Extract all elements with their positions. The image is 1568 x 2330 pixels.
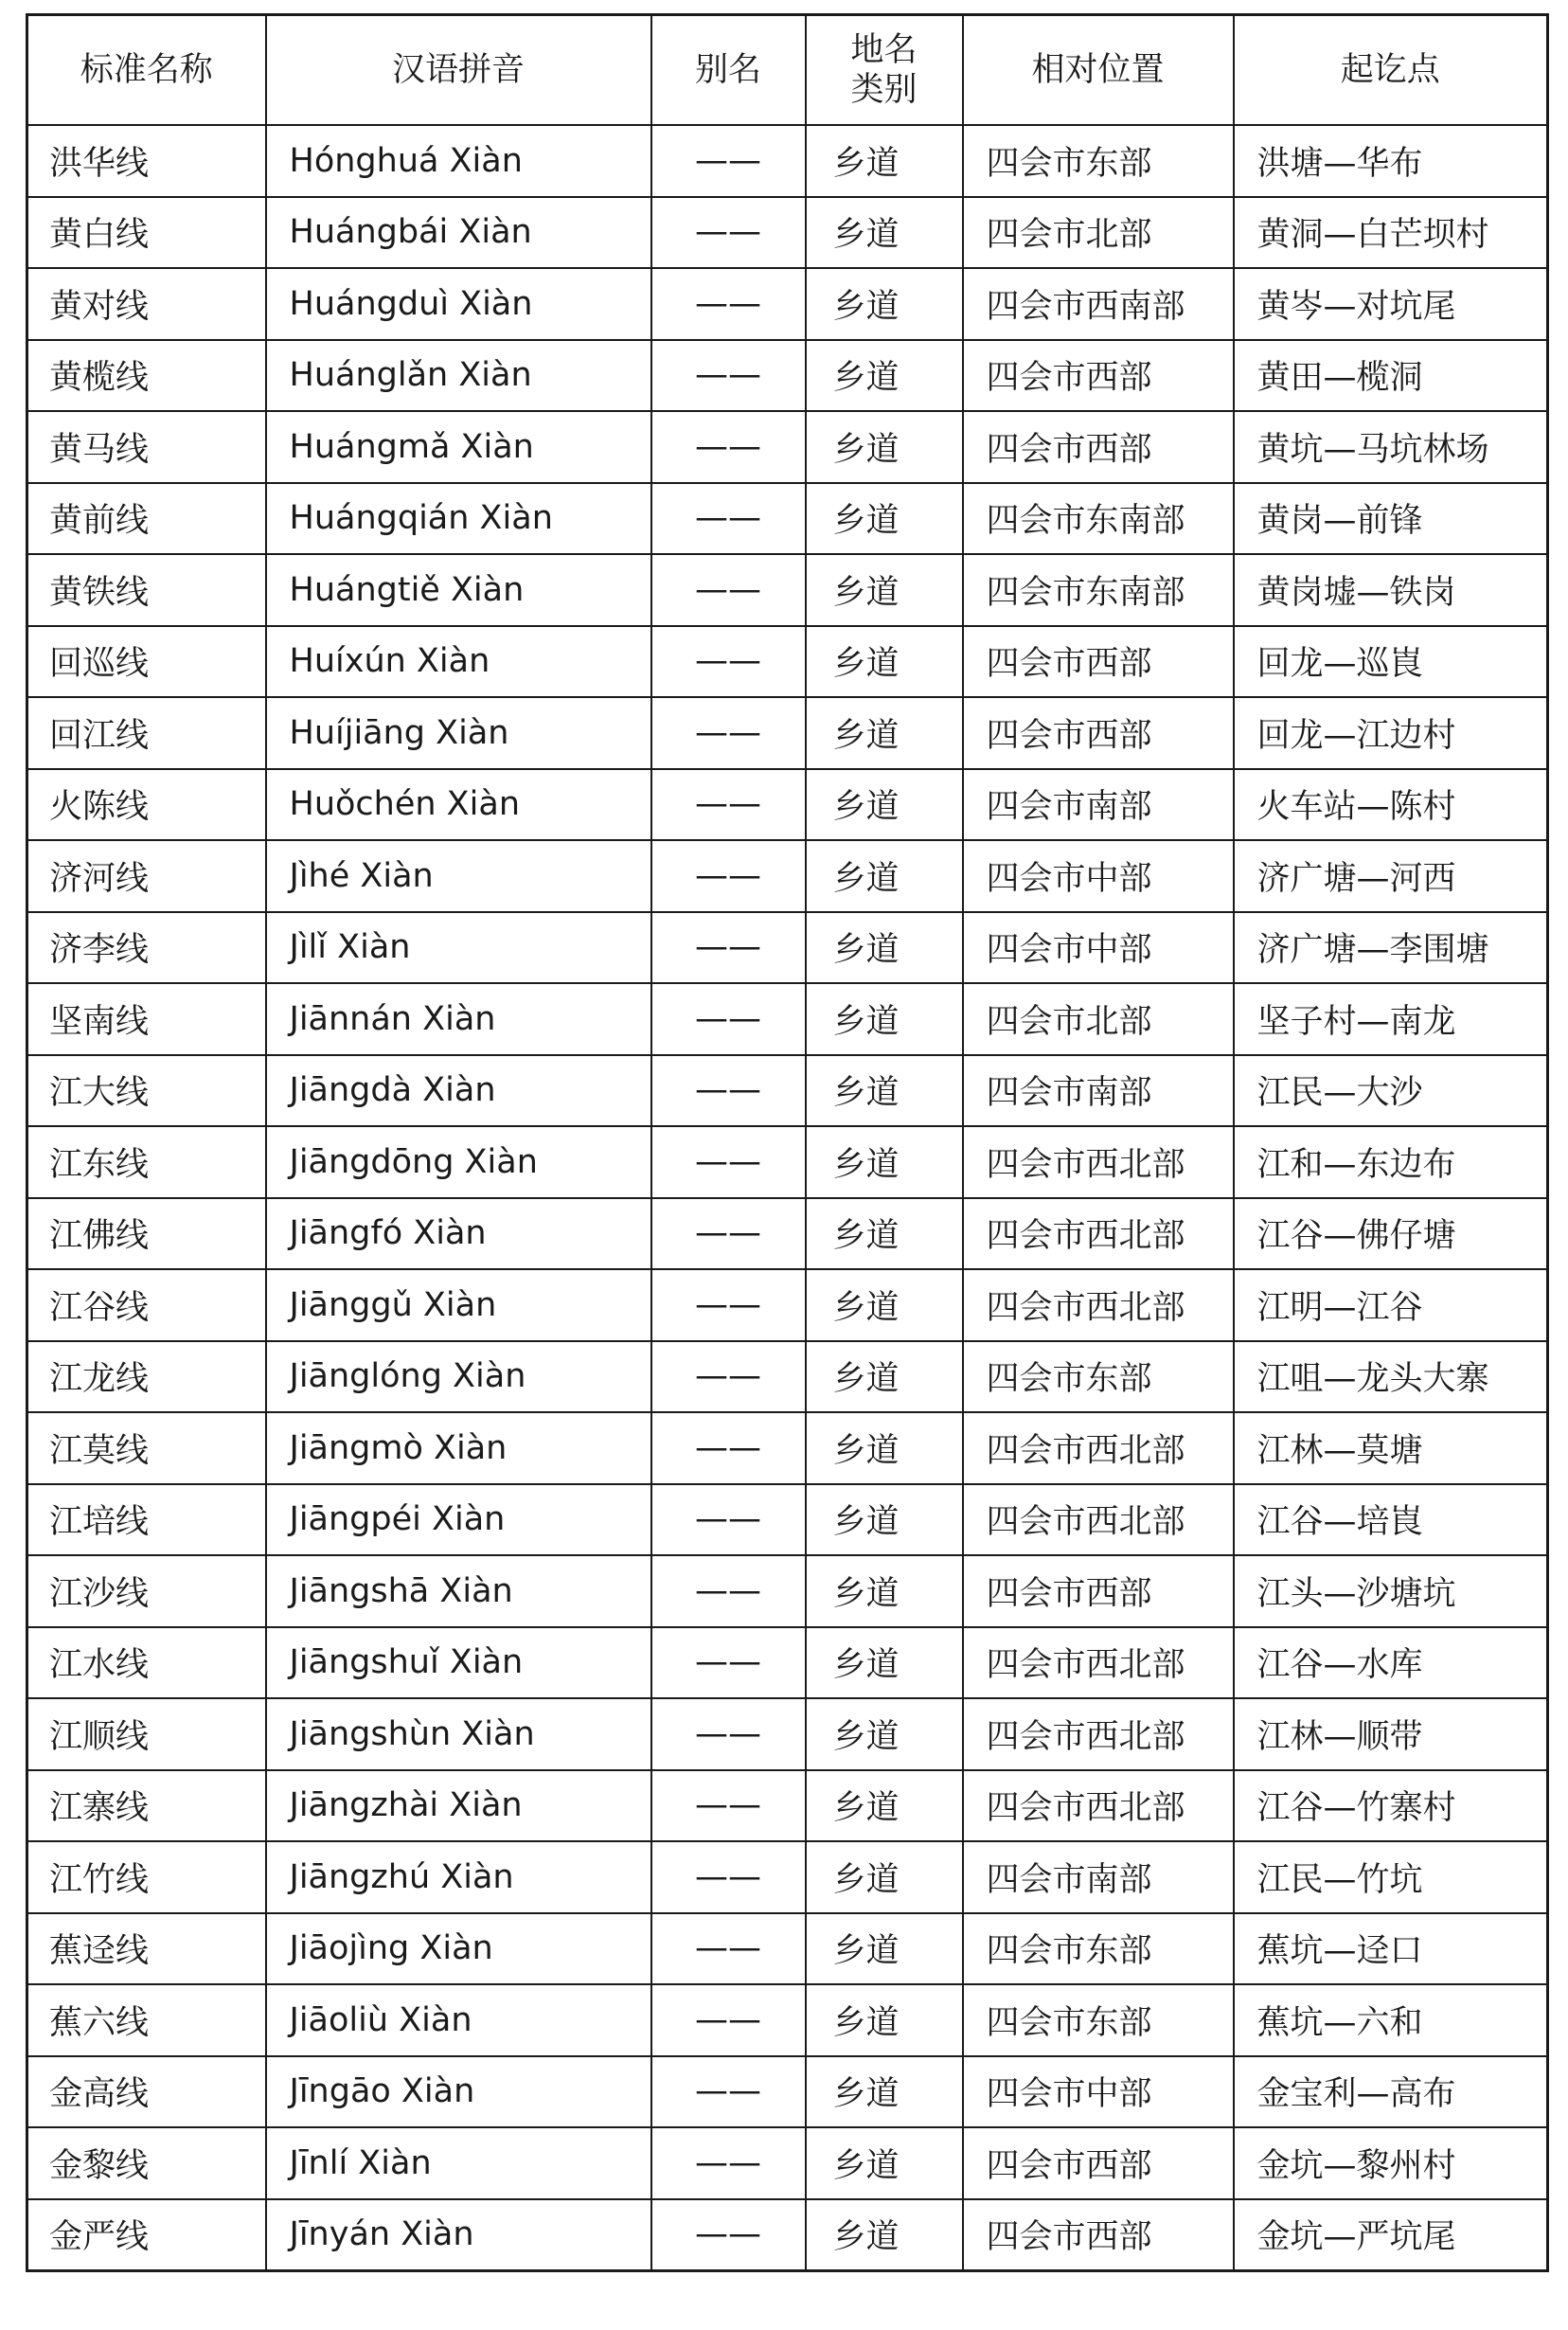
cell-standard-name: 黄对线	[27, 268, 266, 340]
header-category-line1: 地名	[850, 31, 918, 69]
cell-alias: ——	[651, 1841, 806, 1913]
cell-category: 乡道	[806, 411, 963, 483]
cell-endpoints: 蕉坑—迳口	[1234, 1913, 1548, 1985]
cell-standard-name: 洪华线	[27, 125, 266, 197]
cell-relative-position: 四会市西北部	[963, 1269, 1234, 1341]
table-row	[27, 769, 1548, 841]
cell-alias: ——	[651, 2199, 806, 2271]
cell-relative-position: 四会市西部	[963, 626, 1234, 698]
cell-pinyin: Jiāngdà Xiàn	[266, 1055, 651, 1127]
cell-relative-position: 四会市中部	[963, 840, 1234, 912]
cell-category: 乡道	[806, 912, 963, 984]
cell-category: 乡道	[806, 1055, 963, 1127]
cell-endpoints: 江谷—水库	[1234, 1627, 1548, 1699]
cell-standard-name: 金严线	[27, 2199, 266, 2271]
cell-pinyin: Jiāngmò Xiàn	[266, 1412, 651, 1484]
cell-pinyin: Jiānggǔ Xiàn	[266, 1269, 651, 1341]
cell-category: 乡道	[806, 1770, 963, 1842]
cell-endpoints: 金坑—严坑尾	[1234, 2199, 1548, 2271]
cell-alias: ——	[651, 983, 806, 1055]
cell-relative-position: 四会市中部	[963, 2056, 1234, 2128]
cell-endpoints: 江谷—竹寨村	[1234, 1770, 1548, 1842]
cell-standard-name: 江培线	[27, 1484, 266, 1556]
cell-relative-position: 四会市东部	[963, 125, 1234, 197]
cell-alias: ——	[651, 912, 806, 984]
cell-standard-name: 济李线	[27, 912, 266, 984]
cell-endpoints: 黄田—榄洞	[1234, 340, 1548, 412]
cell-alias: ——	[651, 125, 806, 197]
cell-category: 乡道	[806, 626, 963, 698]
cell-category: 乡道	[806, 769, 963, 841]
cell-endpoints: 黄岗墟—铁岗	[1234, 554, 1548, 626]
table-row	[27, 1984, 1548, 2056]
table-row	[27, 340, 1548, 412]
cell-alias: ——	[651, 840, 806, 912]
cell-alias: ——	[651, 1913, 806, 1985]
cell-relative-position: 四会市东南部	[963, 483, 1234, 555]
cell-standard-name: 江谷线	[27, 1269, 266, 1341]
cell-relative-position: 四会市东南部	[963, 554, 1234, 626]
cell-relative-position: 四会市西北部	[963, 1627, 1234, 1699]
cell-standard-name: 济河线	[27, 840, 266, 912]
cell-alias: ——	[651, 1698, 806, 1770]
cell-endpoints: 江头—沙塘坑	[1234, 1555, 1548, 1627]
cell-pinyin: Jiāngshùn Xiàn	[266, 1698, 651, 1770]
cell-relative-position: 四会市北部	[963, 983, 1234, 1055]
cell-standard-name: 黄榄线	[27, 340, 266, 412]
table-row	[27, 125, 1548, 197]
cell-category: 乡道	[806, 554, 963, 626]
cell-relative-position: 四会市西北部	[963, 1484, 1234, 1556]
table-row	[27, 626, 1548, 698]
cell-pinyin: Jiānglóng Xiàn	[266, 1341, 651, 1413]
cell-pinyin: Huángmǎ Xiàn	[266, 411, 651, 483]
cell-endpoints: 江民—竹坑	[1234, 1841, 1548, 1913]
cell-endpoints: 回龙—江边村	[1234, 697, 1548, 769]
cell-standard-name: 江竹线	[27, 1841, 266, 1913]
cell-pinyin: Jīngāo Xiàn	[266, 2056, 651, 2128]
header-row	[27, 15, 1548, 126]
cell-alias: ——	[651, 769, 806, 841]
cell-pinyin: Huǒchén Xiàn	[266, 769, 651, 841]
cell-category: 乡道	[806, 1484, 963, 1556]
cell-category: 乡道	[806, 1126, 963, 1198]
table-row	[27, 2199, 1548, 2271]
cell-relative-position: 四会市南部	[963, 1055, 1234, 1127]
cell-endpoints: 金宝利—高布	[1234, 2056, 1548, 2128]
table-row	[27, 411, 1548, 483]
cell-endpoints: 江民—大沙	[1234, 1055, 1548, 1127]
cell-pinyin: Huíxún Xiàn	[266, 626, 651, 698]
cell-category: 乡道	[806, 197, 963, 269]
cell-pinyin: Jìlǐ Xiàn	[266, 912, 651, 984]
gazetteer-page	[26, 13, 1546, 2272]
cell-alias: ——	[651, 197, 806, 269]
cell-standard-name: 江水线	[27, 1627, 266, 1699]
cell-relative-position: 四会市西北部	[963, 1412, 1234, 1484]
table-row	[27, 912, 1548, 984]
cell-standard-name: 坚南线	[27, 983, 266, 1055]
cell-endpoints: 洪塘—华布	[1234, 125, 1548, 197]
cell-endpoints: 济广塘—河西	[1234, 840, 1548, 912]
cell-endpoints: 江咀—龙头大寨	[1234, 1341, 1548, 1413]
cell-pinyin: Huángbái Xiàn	[266, 197, 651, 269]
cell-standard-name: 江寨线	[27, 1770, 266, 1842]
cell-category: 乡道	[806, 1269, 963, 1341]
cell-pinyin: Jiānnán Xiàn	[266, 983, 651, 1055]
table-row	[27, 1484, 1548, 1556]
cell-endpoints: 黄洞—白芒坝村	[1234, 197, 1548, 269]
cell-category: 乡道	[806, 1555, 963, 1627]
cell-relative-position: 四会市西部	[963, 340, 1234, 412]
cell-relative-position: 四会市北部	[963, 197, 1234, 269]
cell-pinyin: Jiāngfó Xiàn	[266, 1198, 651, 1270]
table-row	[27, 840, 1548, 912]
cell-alias: ——	[651, 1055, 806, 1127]
cell-relative-position: 四会市西南部	[963, 268, 1234, 340]
cell-endpoints: 济广塘—李围塘	[1234, 912, 1548, 984]
table-row	[27, 983, 1548, 1055]
cell-category: 乡道	[806, 983, 963, 1055]
cell-pinyin: Jiāngpéi Xiàn	[266, 1484, 651, 1556]
cell-pinyin: Jìhé Xiàn	[266, 840, 651, 912]
cell-relative-position: 四会市西北部	[963, 1770, 1234, 1842]
table-row	[27, 1627, 1548, 1699]
cell-alias: ——	[651, 1126, 806, 1198]
cell-category: 乡道	[806, 1341, 963, 1413]
cell-standard-name: 江顺线	[27, 1698, 266, 1770]
cell-alias: ——	[651, 411, 806, 483]
table-row	[27, 268, 1548, 340]
cell-endpoints: 江林—顺带	[1234, 1698, 1548, 1770]
cell-standard-name: 金黎线	[27, 2127, 266, 2199]
cell-pinyin: Jīnyán Xiàn	[266, 2199, 651, 2271]
table-row	[27, 1913, 1548, 1985]
cell-category: 乡道	[806, 1984, 963, 2056]
cell-alias: ——	[651, 1484, 806, 1556]
cell-standard-name: 黄白线	[27, 197, 266, 269]
table-row	[27, 1341, 1548, 1413]
table-row	[27, 1126, 1548, 1198]
cell-category: 乡道	[806, 1841, 963, 1913]
cell-endpoints: 江谷—佛仔塘	[1234, 1198, 1548, 1270]
cell-endpoints: 江林—莫塘	[1234, 1412, 1548, 1484]
cell-relative-position: 四会市西北部	[963, 1198, 1234, 1270]
cell-pinyin: Jīnlí Xiàn	[266, 2127, 651, 2199]
header-endpoints: 起讫点	[1234, 15, 1548, 126]
cell-category: 乡道	[806, 1698, 963, 1770]
cell-endpoints: 回龙—巡崀	[1234, 626, 1548, 698]
cell-relative-position: 四会市东部	[963, 1984, 1234, 2056]
table-row	[27, 1055, 1548, 1127]
table-row	[27, 1198, 1548, 1270]
cell-endpoints: 江谷—培崀	[1234, 1484, 1548, 1556]
cell-standard-name: 江莫线	[27, 1412, 266, 1484]
cell-standard-name: 江大线	[27, 1055, 266, 1127]
cell-standard-name: 回江线	[27, 697, 266, 769]
cell-relative-position: 四会市西北部	[963, 1126, 1234, 1198]
cell-standard-name: 黄铁线	[27, 554, 266, 626]
cell-pinyin: Huángduì Xiàn	[266, 268, 651, 340]
cell-category: 乡道	[806, 1627, 963, 1699]
cell-pinyin: Hónghuá Xiàn	[266, 125, 651, 197]
cell-standard-name: 蕉迳线	[27, 1913, 266, 1985]
cell-standard-name: 江东线	[27, 1126, 266, 1198]
table-row	[27, 2127, 1548, 2199]
cell-endpoints: 黄岑—对坑尾	[1234, 268, 1548, 340]
cell-relative-position: 四会市南部	[963, 1841, 1234, 1913]
cell-category: 乡道	[806, 1198, 963, 1270]
cell-relative-position: 四会市西北部	[963, 1698, 1234, 1770]
cell-pinyin: Jiāngdōng Xiàn	[266, 1126, 651, 1198]
cell-alias: ——	[651, 1341, 806, 1413]
header-relative-position: 相对位置	[963, 15, 1234, 126]
cell-endpoints: 江明—江谷	[1234, 1269, 1548, 1341]
cell-relative-position: 四会市西部	[963, 1555, 1234, 1627]
cell-relative-position: 四会市东部	[963, 1913, 1234, 1985]
cell-endpoints: 蕉坑—六和	[1234, 1984, 1548, 2056]
cell-category: 乡道	[806, 125, 963, 197]
cell-relative-position: 四会市西部	[963, 697, 1234, 769]
table-row	[27, 1269, 1548, 1341]
table-row	[27, 1555, 1548, 1627]
cell-pinyin: Jiāoliù Xiàn	[266, 1984, 651, 2056]
cell-alias: ——	[651, 483, 806, 555]
cell-standard-name: 江沙线	[27, 1555, 266, 1627]
cell-standard-name: 江龙线	[27, 1341, 266, 1413]
header-category-line2: 类别	[850, 71, 918, 109]
cell-relative-position: 四会市东部	[963, 1341, 1234, 1413]
cell-pinyin: Huíjiāng Xiàn	[266, 697, 651, 769]
header-category	[806, 15, 963, 126]
cell-relative-position: 四会市西部	[963, 2199, 1234, 2271]
table-row	[27, 483, 1548, 555]
cell-category: 乡道	[806, 340, 963, 412]
cell-pinyin: Jiāojìng Xiàn	[266, 1913, 651, 1985]
cell-standard-name: 黄前线	[27, 483, 266, 555]
header-alias: 别名	[651, 15, 806, 126]
cell-endpoints: 金坑—黎州村	[1234, 2127, 1548, 2199]
cell-alias: ——	[651, 2127, 806, 2199]
cell-category: 乡道	[806, 483, 963, 555]
cell-alias: ——	[651, 1412, 806, 1484]
table-row	[27, 1698, 1548, 1770]
cell-category: 乡道	[806, 697, 963, 769]
cell-relative-position: 四会市南部	[963, 769, 1234, 841]
cell-alias: ——	[651, 1198, 806, 1270]
table-row	[27, 197, 1548, 269]
cell-endpoints: 坚子村—南龙	[1234, 983, 1548, 1055]
cell-alias: ——	[651, 697, 806, 769]
cell-relative-position: 四会市西部	[963, 2127, 1234, 2199]
cell-standard-name: 蕉六线	[27, 1984, 266, 2056]
cell-category: 乡道	[806, 1412, 963, 1484]
cell-pinyin: Huángtiě Xiàn	[266, 554, 651, 626]
header-standard-name: 标准名称	[27, 15, 266, 126]
table-row	[27, 1841, 1548, 1913]
cell-standard-name: 火陈线	[27, 769, 266, 841]
cell-alias: ——	[651, 1984, 806, 2056]
table-body	[27, 125, 1548, 2271]
table-row	[27, 697, 1548, 769]
cell-standard-name: 金高线	[27, 2056, 266, 2128]
place-name-table	[26, 13, 1549, 2272]
cell-alias: ——	[651, 626, 806, 698]
cell-endpoints: 黄岗—前锋	[1234, 483, 1548, 555]
cell-standard-name: 回巡线	[27, 626, 266, 698]
cell-alias: ——	[651, 268, 806, 340]
table-row	[27, 554, 1548, 626]
cell-pinyin: Huángqián Xiàn	[266, 483, 651, 555]
cell-alias: ——	[651, 2056, 806, 2128]
cell-category: 乡道	[806, 2056, 963, 2128]
cell-category: 乡道	[806, 268, 963, 340]
table-row	[27, 1412, 1548, 1484]
cell-endpoints: 黄坑—马坑林场	[1234, 411, 1548, 483]
cell-alias: ——	[651, 1627, 806, 1699]
cell-category: 乡道	[806, 2199, 963, 2271]
cell-relative-position: 四会市中部	[963, 912, 1234, 984]
cell-relative-position: 四会市西部	[963, 411, 1234, 483]
cell-alias: ——	[651, 1555, 806, 1627]
cell-pinyin: Jiāngshuǐ Xiàn	[266, 1627, 651, 1699]
cell-alias: ——	[651, 1269, 806, 1341]
cell-pinyin: Huánglǎn Xiàn	[266, 340, 651, 412]
cell-endpoints: 火车站—陈村	[1234, 769, 1548, 841]
table-row	[27, 2056, 1548, 2128]
cell-standard-name: 黄马线	[27, 411, 266, 483]
cell-pinyin: Jiāngzhài Xiàn	[266, 1770, 651, 1842]
table-row	[27, 1770, 1548, 1842]
cell-endpoints: 江和—东边布	[1234, 1126, 1548, 1198]
cell-alias: ——	[651, 340, 806, 412]
cell-pinyin: Jiāngshā Xiàn	[266, 1555, 651, 1627]
cell-alias: ——	[651, 1770, 806, 1842]
header-pinyin: 汉语拼音	[266, 15, 651, 126]
cell-alias: ——	[651, 554, 806, 626]
cell-pinyin: Jiāngzhú Xiàn	[266, 1841, 651, 1913]
cell-category: 乡道	[806, 1913, 963, 1985]
cell-standard-name: 江佛线	[27, 1198, 266, 1270]
cell-category: 乡道	[806, 2127, 963, 2199]
cell-category: 乡道	[806, 840, 963, 912]
